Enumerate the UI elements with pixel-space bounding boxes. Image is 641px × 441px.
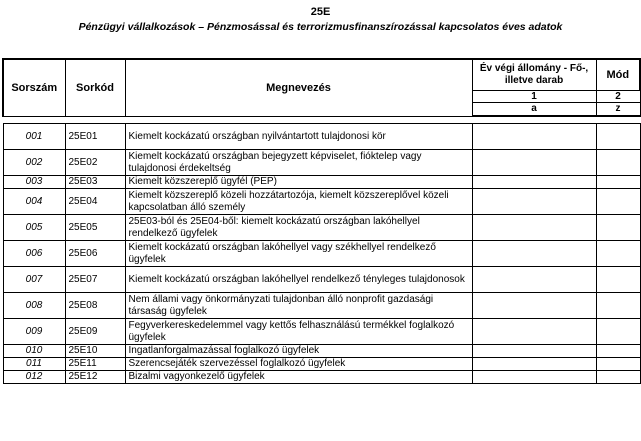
table-row — [3, 241, 640, 267]
table-row — [3, 293, 640, 319]
amount-cell[interactable] — [472, 241, 596, 267]
data-table — [2, 58, 641, 384]
row-code: 25E01 — [65, 124, 125, 150]
mode-cell[interactable] — [596, 293, 640, 319]
row-code: 25E04 — [65, 189, 125, 215]
table-row — [3, 189, 640, 215]
table-row — [3, 371, 640, 384]
report-code-title: 25E — [310, 6, 331, 18]
row-name: Ingatlanforgalmazással foglalkozó ügyfelek — [125, 345, 472, 358]
table-row — [3, 319, 640, 345]
row-name: Nem állami vagy önkormányzati tulajdonban álló nonprofit gazdasági társaság ügyfelek — [125, 293, 472, 319]
column-header-name: Megnevezés — [125, 59, 472, 116]
mode-cell[interactable] — [596, 371, 640, 384]
mode-cell[interactable] — [596, 215, 640, 241]
mode-cell[interactable] — [596, 241, 640, 267]
row-serial: 010 — [3, 345, 65, 358]
column-number-mode: 2 — [596, 90, 640, 102]
table-row — [3, 176, 640, 189]
row-serial: 009 — [3, 319, 65, 345]
column-letter-amount: a — [472, 102, 596, 116]
row-code: 25E10 — [65, 345, 125, 358]
amount-cell[interactable] — [472, 215, 596, 241]
mode-cell[interactable] — [596, 358, 640, 371]
mode-cell[interactable] — [596, 267, 640, 293]
mode-cell[interactable] — [596, 150, 640, 176]
report-subtitle: Pénzügyi vállalkozások – Pénzmosással és terrorizmusfinanszírozással kapcsolatos éves adatok — [78, 21, 563, 33]
row-code: 25E11 — [65, 358, 125, 371]
row-serial: 008 — [3, 293, 65, 319]
amount-cell[interactable] — [472, 371, 596, 384]
row-name: Kiemelt közszereplő ügyfél (PEP) — [125, 176, 472, 189]
row-code: 25E06 — [65, 241, 125, 267]
column-number-amount: 1 — [472, 90, 596, 102]
column-letter-mode: z — [596, 102, 640, 116]
row-name: 25E03-ból és 25E04-ből: kiemelt kockázatú országban lakóhellyel rendelkező ügyfelek — [125, 215, 472, 241]
mode-cell[interactable] — [596, 189, 640, 215]
row-name: Kiemelt kockázatú országban lakóhellyel vagy székhellyel rendelkező ügyfelek — [125, 241, 472, 267]
mode-cell[interactable] — [596, 124, 640, 150]
row-code: 25E08 — [65, 293, 125, 319]
row-serial: 003 — [3, 176, 65, 189]
column-header-mode: Mód — [596, 59, 640, 90]
row-serial: 011 — [3, 358, 65, 371]
amount-cell[interactable] — [472, 293, 596, 319]
row-serial: 004 — [3, 189, 65, 215]
column-header-amount: Év végi állomány - Fő-, illetve darab — [472, 59, 596, 90]
header-spacer — [3, 116, 640, 124]
row-serial: 012 — [3, 371, 65, 384]
amount-cell[interactable] — [472, 267, 596, 293]
row-code: 25E12 — [65, 371, 125, 384]
amount-cell[interactable] — [472, 319, 596, 345]
amount-cell[interactable] — [472, 150, 596, 176]
row-code: 25E05 — [65, 215, 125, 241]
amount-cell[interactable] — [472, 176, 596, 189]
row-serial: 007 — [3, 267, 65, 293]
table-row — [3, 124, 640, 150]
table-row — [3, 267, 640, 293]
amount-cell[interactable] — [472, 358, 596, 371]
row-name: Kiemelt kockázatú országban nyilvántartott tulajdonosi kör — [125, 124, 472, 150]
row-serial: 001 — [3, 124, 65, 150]
column-header-code: Sorkód — [65, 59, 125, 116]
mode-cell[interactable] — [596, 176, 640, 189]
row-name: Szerencsejáték szervezéssel foglalkozó ügyfelek — [125, 358, 472, 371]
row-serial: 006 — [3, 241, 65, 267]
row-code: 25E07 — [65, 267, 125, 293]
table-row — [3, 150, 640, 176]
table-row — [3, 358, 640, 371]
column-header-serial: Sorszám — [3, 59, 65, 116]
row-name: Kiemelt kockázatú országban lakóhellyel rendelkező tényleges tulajdonosok — [125, 267, 472, 293]
table-header — [3, 59, 640, 116]
mode-cell[interactable] — [596, 319, 640, 345]
row-code: 25E02 — [65, 150, 125, 176]
amount-cell[interactable] — [472, 189, 596, 215]
amount-cell[interactable] — [472, 124, 596, 150]
row-code: 25E09 — [65, 319, 125, 345]
row-serial: 005 — [3, 215, 65, 241]
table-row — [3, 345, 640, 358]
mode-cell[interactable] — [596, 345, 640, 358]
table-body — [3, 124, 640, 384]
row-name: Kiemelt közszereplő közeli hozzátartozója, kiemelt közszereplővel közeli kapcsolatban álló személy — [125, 189, 472, 215]
row-name: Fegyverkereskedelemmel vagy kettős felhasználású termékkel foglalkozó ügyfelek — [125, 319, 472, 345]
row-name: Kiemelt kockázatú országban bejegyzett képviselet, fióktelep vagy tulajdonosi érdekeltség — [125, 150, 472, 176]
row-serial: 002 — [3, 150, 65, 176]
row-code: 25E03 — [65, 176, 125, 189]
table-row — [3, 215, 640, 241]
row-name: Bizalmi vagyonkezelő ügyfelek — [125, 371, 472, 384]
amount-cell[interactable] — [472, 345, 596, 358]
